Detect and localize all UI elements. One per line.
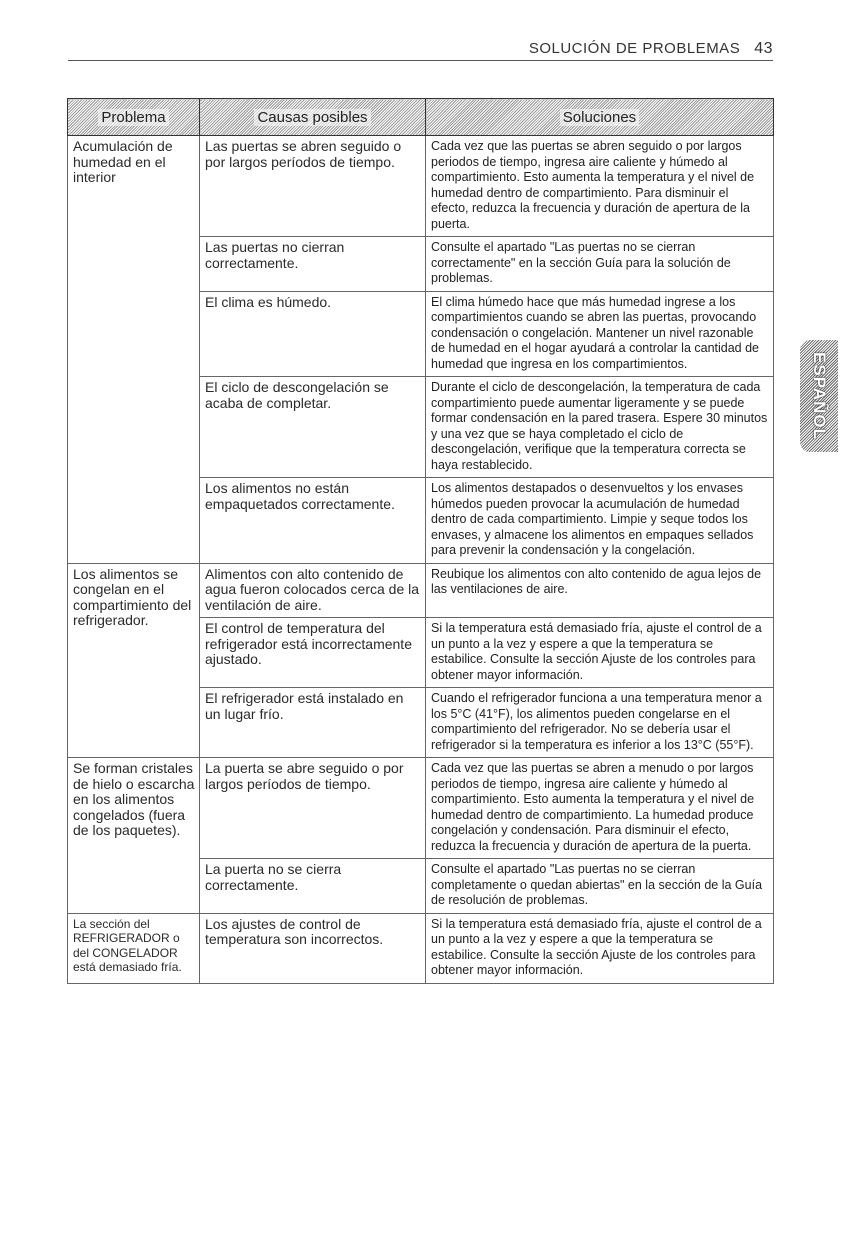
table-row: [68, 563, 774, 618]
table-row: [68, 758, 774, 859]
cause-cell: El clima es húmedo.: [200, 291, 426, 377]
problem-cell: Se forman cristales de hielo o escarcha en los alimentos congelados (fuera de los paquetes).: [68, 758, 200, 914]
section-title: SOLUCIÓN DE PROBLEMAS: [528, 40, 741, 57]
header-causes: Causas posibles: [200, 99, 426, 136]
table-row: [68, 136, 774, 237]
cause-cell: El control de temperatura del refrigerador está incorrectamente ajustado.: [200, 618, 426, 688]
solution-cell: Durante el ciclo de descongelación, la temperatura de cada compartimiento puede aumentar ligeramente y se puede formar condensación en la pared trasera. Espere 30 minutos y una vez que se haya completado el ciclo de descongelación, verifique que la temperatura correcta se haya restablecido.: [426, 377, 774, 478]
solution-cell: Si la temperatura está demasiado fría, ajuste el control de a un punto a la vez y espere a que la temperatura se estabilice. Consulte la sección Ajuste de los controles para obtener mayor información.: [426, 913, 774, 983]
page-header: [68, 40, 773, 61]
solution-cell: Consulte el apartado "Las puertas no se cierran correctamente" en la sección Guía para la solución de problemas.: [426, 237, 774, 292]
cause-cell: Los alimentos no están empaquetados correctamente.: [200, 478, 426, 564]
cause-cell: Las puertas se abren seguido o por largos períodos de tiempo.: [200, 136, 426, 237]
cause-cell: Alimentos con alto contenido de agua fueron colocados cerca de la ventilación de aire.: [200, 563, 426, 618]
solution-cell: Consulte el apartado "Las puertas no se cierran completamente o quedan abiertas" en la sección de la Guía de resolución de problemas.: [426, 859, 774, 914]
cause-cell: La puerta no se cierra correctamente.: [200, 859, 426, 914]
cause-cell: El ciclo de descongelación se acaba de completar.: [200, 377, 426, 478]
solution-cell: Cuando el refrigerador funciona a una temperatura menor a los 5°C (41°F), los alimentos pueden congelarse en el compartimiento del refrigerador. No se debería usar el refrigerador si la temperatura es inferior a los 13°C (55°F).: [426, 688, 774, 758]
troubleshooting-table: [67, 98, 774, 984]
solution-cell: El clima húmedo hace que más humedad ingrese a los compartimientos cuando se abren las puertas, provocando condensación o congelación. Mantener un nivel razonable de humedad en el hogar ayudará a controlar la cantidad de humedad que ingresa en los compartimientos.: [426, 291, 774, 377]
table-row: [68, 913, 774, 983]
table-header-row: [68, 99, 774, 136]
solution-cell: Si la temperatura está demasiado fría, ajuste el control de a un punto a la vez y espere a que la temperatura se estabilice. Consulte la sección Ajuste de los controles para obtener mayor información.: [426, 618, 774, 688]
cause-cell: La puerta se abre seguido o por largos períodos de tiempo.: [200, 758, 426, 859]
solution-cell: Cada vez que las puertas se abren a menudo o por largos periodos de tiempo, ingresa aire caliente y húmedo al compartimiento. Esto aumenta la temperatura y el nivel de humedad dentro de compartimiento. La humedad produce congelación y condensación. Para disminuir el efecto, reduzca la frecuencia y duración de apertura de la puerta.: [426, 758, 774, 859]
solution-cell: Los alimentos destapados o desenvueltos y los envases húmedos pueden provocar la acumulación de humedad dentro de cada compartimiento. Limpie y seque todos los envases, y almacene los alimentos en empaques sellados para prevenir la condensación y la congelación.: [426, 478, 774, 564]
cause-cell: El refrigerador está instalado en un lugar frío.: [200, 688, 426, 758]
language-tab-label: ESPAÑOL: [810, 352, 829, 440]
problem-cell: Acumulación de humedad en el interior: [68, 136, 200, 564]
cause-cell: Las puertas no cierran correctamente.: [200, 237, 426, 292]
header-problem: Problema: [68, 99, 200, 136]
cause-cell: Los ajustes de control de temperatura son incorrectos.: [200, 913, 426, 983]
problem-cell: Los alimentos se congelan en el compartimiento del refrigerador.: [68, 563, 200, 758]
solution-cell: Reubique los alimentos con alto contenido de agua lejos de las ventilaciones de aire.: [426, 563, 774, 618]
problem-cell: La sección del REFRIGERADOR o del CONGELADOR está demasiado fría.: [68, 913, 200, 983]
page-number: 43: [754, 40, 773, 57]
solution-cell: Cada vez que las puertas se abren seguido o por largos periodos de tiempo, ingresa aire caliente y húmedo al compartimiento. Esto aumenta la temperatura y el nivel de humedad dentro de compartimiento. Para disminuir el efecto, reduzca la frecuencia y duración de apertura de la puerta.: [426, 136, 774, 237]
header-solutions: Soluciones: [426, 99, 774, 136]
language-tab: [800, 340, 838, 452]
